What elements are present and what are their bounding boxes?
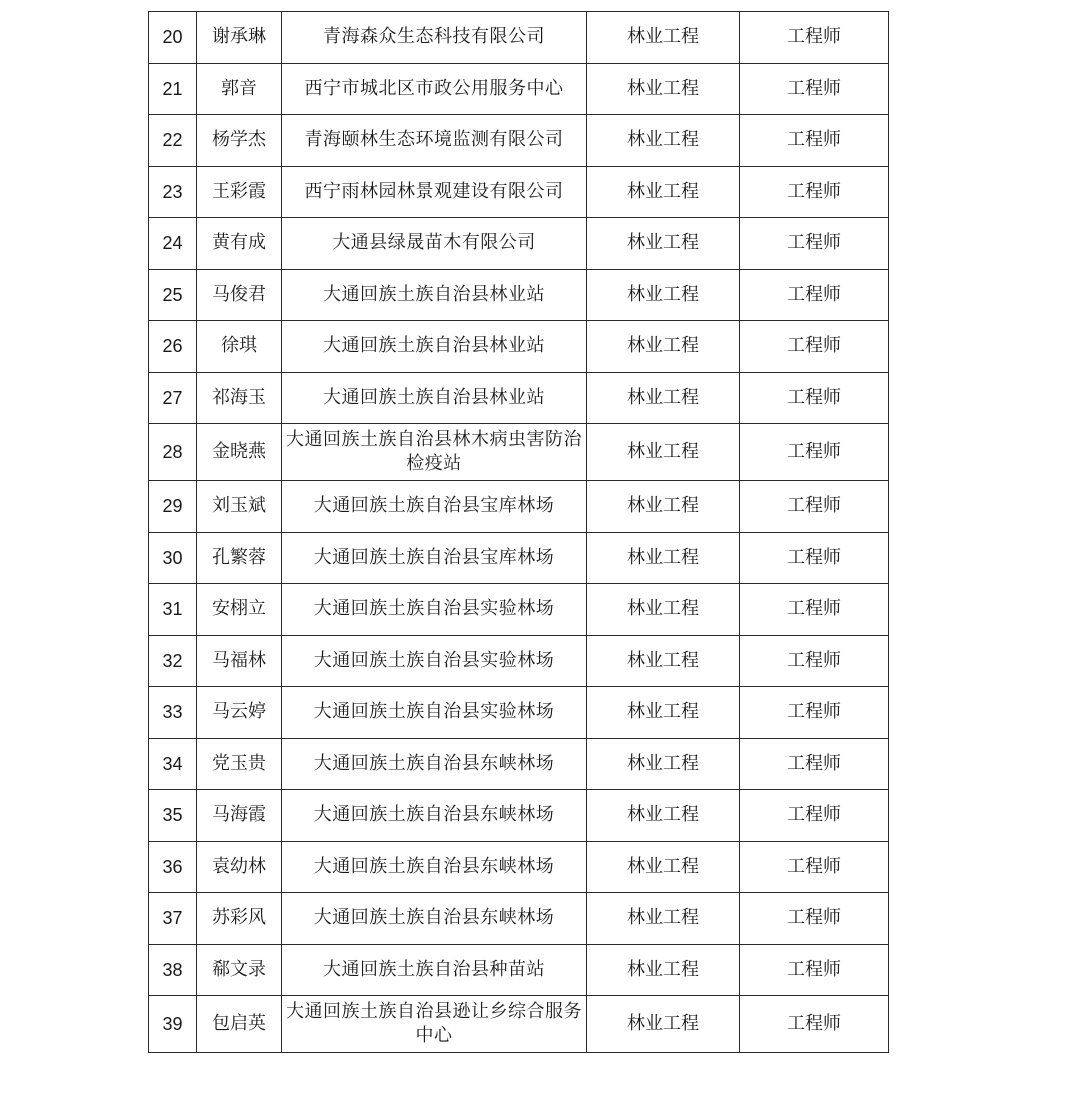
cell-specialty: 林业工程 [587, 321, 740, 373]
cell-number: 26 [149, 321, 197, 373]
cell-title: 工程师 [740, 996, 889, 1053]
table-row [149, 944, 889, 996]
cell-specialty: 林业工程 [587, 893, 740, 945]
cell-number: 36 [149, 841, 197, 893]
table-row [149, 738, 889, 790]
cell-specialty: 林业工程 [587, 635, 740, 687]
cell-title: 工程师 [740, 12, 889, 64]
cell-unit: 大通回族土族自治县东峡林场 [282, 841, 587, 893]
cell-name: 徐琪 [197, 321, 282, 373]
cell-specialty: 林业工程 [587, 269, 740, 321]
cell-number: 37 [149, 893, 197, 945]
cell-number: 20 [149, 12, 197, 64]
cell-name: 安栩立 [197, 584, 282, 636]
cell-title: 工程师 [740, 944, 889, 996]
table-row [149, 635, 889, 687]
table-body [149, 12, 889, 1053]
cell-title: 工程师 [740, 635, 889, 687]
cell-name: 杨学杰 [197, 115, 282, 167]
cell-title: 工程师 [740, 790, 889, 842]
cell-name: 苏彩风 [197, 893, 282, 945]
cell-specialty: 林业工程 [587, 738, 740, 790]
cell-unit: 大通回族土族自治县宝库林场 [282, 532, 587, 584]
cell-number: 39 [149, 996, 197, 1053]
cell-name: 马云婷 [197, 687, 282, 739]
cell-specialty: 林业工程 [587, 63, 740, 115]
cell-specialty: 林业工程 [587, 115, 740, 167]
cell-title: 工程师 [740, 63, 889, 115]
cell-unit: 大通回族土族自治县东峡林场 [282, 790, 587, 842]
table-row [149, 584, 889, 636]
cell-unit: 大通回族土族自治县林业站 [282, 321, 587, 373]
table-row [149, 372, 889, 424]
cell-number: 25 [149, 269, 197, 321]
cell-unit: 大通回族土族自治县林木病虫害防治检疫站 [282, 424, 587, 481]
cell-title: 工程师 [740, 687, 889, 739]
cell-unit: 大通回族土族自治县东峡林场 [282, 738, 587, 790]
cell-title: 工程师 [740, 584, 889, 636]
cell-number: 32 [149, 635, 197, 687]
table-row [149, 63, 889, 115]
personnel-table-container [148, 11, 888, 1053]
cell-unit: 大通回族土族自治县实验林场 [282, 584, 587, 636]
cell-specialty: 林业工程 [587, 372, 740, 424]
cell-number: 24 [149, 218, 197, 270]
cell-title: 工程师 [740, 372, 889, 424]
table-row [149, 893, 889, 945]
cell-unit: 大通县绿晟苗木有限公司 [282, 218, 587, 270]
cell-number: 38 [149, 944, 197, 996]
table-row [149, 424, 889, 481]
cell-specialty: 林业工程 [587, 841, 740, 893]
cell-number: 28 [149, 424, 197, 481]
table-row [149, 218, 889, 270]
cell-number: 30 [149, 532, 197, 584]
cell-name: 马俊君 [197, 269, 282, 321]
cell-specialty: 林业工程 [587, 687, 740, 739]
cell-unit: 西宁市城北区市政公用服务中心 [282, 63, 587, 115]
cell-specialty: 林业工程 [587, 12, 740, 64]
cell-name: 郭音 [197, 63, 282, 115]
cell-number: 22 [149, 115, 197, 167]
cell-specialty: 林业工程 [587, 944, 740, 996]
table-row [149, 269, 889, 321]
cell-unit: 大通回族土族自治县实验林场 [282, 635, 587, 687]
cell-name: 王彩霞 [197, 166, 282, 218]
table-row [149, 321, 889, 373]
cell-title: 工程师 [740, 321, 889, 373]
cell-title: 工程师 [740, 481, 889, 533]
personnel-table [148, 11, 889, 1053]
cell-number: 21 [149, 63, 197, 115]
cell-specialty: 林业工程 [587, 532, 740, 584]
cell-specialty: 林业工程 [587, 584, 740, 636]
cell-unit: 大通回族土族自治县逊让乡综合服务中心 [282, 996, 587, 1053]
cell-unit: 大通回族土族自治县宝库林场 [282, 481, 587, 533]
cell-name: 党玉贵 [197, 738, 282, 790]
cell-name: 孔繁蓉 [197, 532, 282, 584]
cell-unit: 西宁雨林园林景观建设有限公司 [282, 166, 587, 218]
table-row [149, 790, 889, 842]
table-row [149, 166, 889, 218]
table-row [149, 481, 889, 533]
cell-name: 袁幼林 [197, 841, 282, 893]
cell-specialty: 林业工程 [587, 424, 740, 481]
cell-title: 工程师 [740, 218, 889, 270]
cell-specialty: 林业工程 [587, 481, 740, 533]
cell-specialty: 林业工程 [587, 166, 740, 218]
cell-name: 祁海玉 [197, 372, 282, 424]
cell-unit: 大通回族土族自治县林业站 [282, 372, 587, 424]
cell-number: 23 [149, 166, 197, 218]
cell-number: 34 [149, 738, 197, 790]
cell-title: 工程师 [740, 738, 889, 790]
cell-name: 金晓燕 [197, 424, 282, 481]
cell-title: 工程师 [740, 269, 889, 321]
cell-number: 35 [149, 790, 197, 842]
table-row [149, 532, 889, 584]
cell-unit: 大通回族土族自治县实验林场 [282, 687, 587, 739]
cell-name: 马海霞 [197, 790, 282, 842]
cell-unit: 大通回族土族自治县种苗站 [282, 944, 587, 996]
cell-name: 包启英 [197, 996, 282, 1053]
cell-number: 33 [149, 687, 197, 739]
cell-name: 黄有成 [197, 218, 282, 270]
cell-number: 27 [149, 372, 197, 424]
table-row [149, 841, 889, 893]
cell-name: 郗文录 [197, 944, 282, 996]
table-row [149, 12, 889, 64]
table-row [149, 115, 889, 167]
cell-unit: 青海森众生态科技有限公司 [282, 12, 587, 64]
cell-specialty: 林业工程 [587, 996, 740, 1053]
table-row [149, 687, 889, 739]
cell-number: 31 [149, 584, 197, 636]
table-row [149, 996, 889, 1053]
cell-name: 马福林 [197, 635, 282, 687]
cell-unit: 大通回族土族自治县东峡林场 [282, 893, 587, 945]
cell-specialty: 林业工程 [587, 218, 740, 270]
cell-unit: 青海颐林生态环境监测有限公司 [282, 115, 587, 167]
cell-name: 谢承琳 [197, 12, 282, 64]
cell-title: 工程师 [740, 166, 889, 218]
cell-title: 工程师 [740, 424, 889, 481]
cell-unit: 大通回族土族自治县林业站 [282, 269, 587, 321]
cell-specialty: 林业工程 [587, 790, 740, 842]
cell-title: 工程师 [740, 115, 889, 167]
cell-name: 刘玉斌 [197, 481, 282, 533]
cell-title: 工程师 [740, 893, 889, 945]
cell-title: 工程师 [740, 841, 889, 893]
cell-title: 工程师 [740, 532, 889, 584]
cell-number: 29 [149, 481, 197, 533]
